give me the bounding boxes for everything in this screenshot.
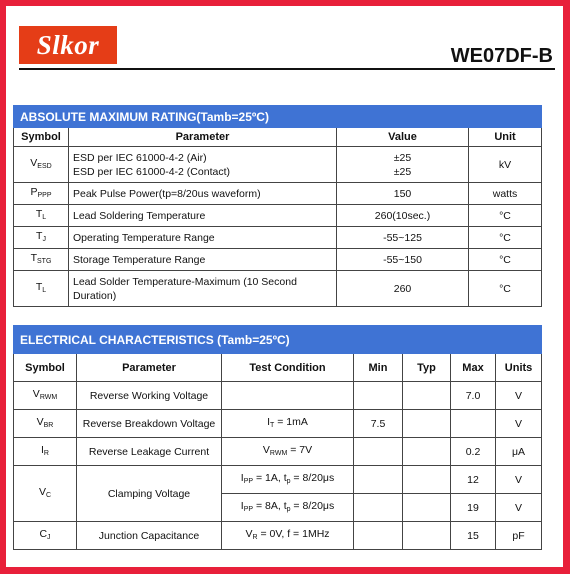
amr-title: ABSOLUTE MAXIMUM RATING(Tamb=25ºC)	[14, 106, 542, 128]
table-row	[14, 382, 542, 410]
ec-title: ELECTRICAL CHARACTERISTICS (Tamb=25ºC)	[14, 326, 542, 354]
unit-cell: μA	[496, 438, 542, 466]
value-cell: -55~125	[337, 227, 469, 249]
min-cell	[354, 382, 403, 410]
typ-cell	[403, 466, 451, 494]
symbol-cell: $T_L$	[14, 205, 69, 227]
symbol-cell: $V_{RWM}$	[14, 382, 77, 410]
symbol-cell: $V_{ESD}$	[14, 147, 69, 183]
symbol-cell: $T_{STG}$	[14, 249, 69, 271]
table-row	[14, 522, 542, 550]
symbol-cell: $V_{BR}$	[14, 410, 77, 438]
unit-cell: °C	[469, 205, 542, 227]
min-cell: 7.5	[354, 410, 403, 438]
condition-cell: $V_{RWM} = 7V$	[222, 438, 354, 466]
brand-logo-text: Slkor	[36, 29, 100, 60]
value-cell: 260	[337, 271, 469, 307]
table-row	[14, 438, 542, 466]
unit-cell: V	[496, 466, 542, 494]
amr-header-value: Value	[337, 128, 469, 147]
value-cell: 260(10sec.)	[337, 205, 469, 227]
amr-header-unit: Unit	[469, 128, 542, 147]
header-divider	[19, 68, 555, 70]
parameter-cell: Reverse Leakage Current	[77, 438, 222, 466]
parameter-cell: Clamping Voltage	[77, 466, 222, 522]
electrical-characteristics-table	[13, 325, 542, 550]
condition-cell: $V_R = 0V$, f = 1MHz	[222, 522, 354, 550]
symbol-cell: $V_C$	[14, 466, 77, 522]
min-cell	[354, 466, 403, 494]
max-cell: 0.2	[451, 438, 496, 466]
table-row	[14, 410, 542, 438]
table-row	[14, 249, 542, 271]
max-cell: 7.0	[451, 382, 496, 410]
min-cell	[354, 494, 403, 522]
unit-cell: pF	[496, 522, 542, 550]
typ-cell	[403, 438, 451, 466]
amr-header-symbol: Symbol	[14, 128, 69, 147]
parameter-cell: Reverse Breakdown Voltage	[77, 410, 222, 438]
unit-cell: °C	[469, 227, 542, 249]
parameter-cell: Peak Pulse Power(tp=8/20us waveform)	[69, 183, 337, 205]
symbol-cell: $I_R$	[14, 438, 77, 466]
ec-header-max: Max	[451, 354, 496, 382]
symbol-cell: $T_L$	[14, 271, 69, 307]
value-cell: ±25 ±25	[337, 147, 469, 183]
parameter-cell: Lead Soldering Temperature	[69, 205, 337, 227]
max-cell	[451, 410, 496, 438]
parameter-cell: ESD per IEC 61000-4-2 (Air) ESD per IEC 61000-4-2 (Contact)	[69, 147, 337, 183]
typ-cell	[403, 494, 451, 522]
part-number: WE07DF-B	[450, 45, 553, 67]
max-cell: 19	[451, 494, 496, 522]
ec-header-symbol: Symbol	[14, 354, 77, 382]
unit-cell: V	[496, 410, 542, 438]
condition-cell: $I_{PP} = 1A$, $t_p = 8/20\mu s$	[222, 466, 354, 494]
unit-cell: kV	[469, 147, 542, 183]
table-row	[14, 183, 542, 205]
unit-cell: watts	[469, 183, 542, 205]
condition-cell: $I_{PP} = 8A$, $t_p = 8/20\mu s$	[222, 494, 354, 522]
table-row	[14, 205, 542, 227]
parameter-cell: Reverse Working Voltage	[77, 382, 222, 410]
value-cell: -55~150	[337, 249, 469, 271]
absolute-maximum-rating-table	[13, 105, 542, 307]
ec-header-parameter: Parameter	[77, 354, 222, 382]
typ-cell	[403, 382, 451, 410]
ec-header-test-condition: Test Condition	[222, 354, 354, 382]
symbol-cell: $T_J$	[14, 227, 69, 249]
parameter-cell: Junction Capacitance	[77, 522, 222, 550]
min-cell	[354, 438, 403, 466]
condition-cell	[222, 382, 354, 410]
amr-header-parameter: Parameter	[69, 128, 337, 147]
table-row	[14, 147, 542, 183]
symbol-cell: $C_J$	[14, 522, 77, 550]
ec-header-typ: Typ	[403, 354, 451, 382]
condition-cell: $I_T = 1mA$	[222, 410, 354, 438]
typ-cell	[403, 522, 451, 550]
parameter-cell: Lead Solder Temperature-Maximum (10 Second Duration)	[69, 271, 337, 307]
ec-header-min: Min	[354, 354, 403, 382]
table-row	[14, 271, 542, 307]
table-row	[14, 227, 542, 249]
min-cell	[354, 522, 403, 550]
unit-cell: V	[496, 494, 542, 522]
unit-cell: °C	[469, 271, 542, 307]
symbol-cell: $P_{PPP}$	[14, 183, 69, 205]
value-cell: 150	[337, 183, 469, 205]
ec-header-units: Units	[496, 354, 542, 382]
brand-logo	[19, 26, 117, 64]
max-cell: 15	[451, 522, 496, 550]
parameter-cell: Storage Temperature Range	[69, 249, 337, 271]
unit-cell: V	[496, 382, 542, 410]
max-cell: 12	[451, 466, 496, 494]
parameter-cell: Operating Temperature Range	[69, 227, 337, 249]
unit-cell: °C	[469, 249, 542, 271]
table-row	[14, 466, 542, 494]
typ-cell	[403, 410, 451, 438]
